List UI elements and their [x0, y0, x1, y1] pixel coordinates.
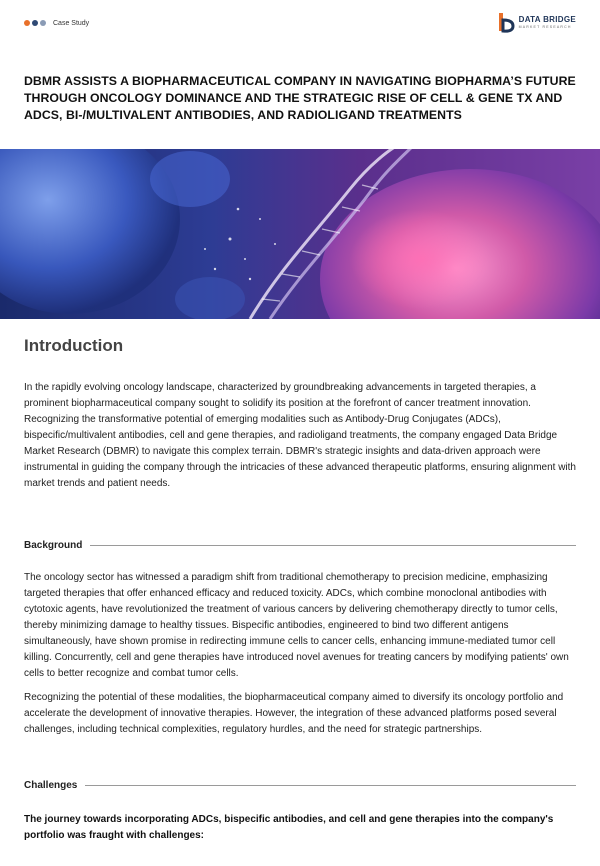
- hero-illustration: [0, 149, 600, 319]
- challenges-heading: Challenges: [24, 780, 78, 791]
- logo-icon: [497, 12, 515, 34]
- logo-name: DATA BRIDGE: [518, 15, 576, 25]
- case-study-label: Case Study: [53, 19, 90, 27]
- background-section-header: [24, 540, 576, 551]
- divider: [90, 545, 576, 546]
- background-heading: Background: [24, 540, 83, 551]
- company-logo: [497, 12, 576, 34]
- page-title: DBMR ASSISTS A BIOPHARMACEUTICAL COMPANY IN NAVIGATING BIOPHARMA’S FUTURE THROUGH ONCOLOGY DOMINANCE AND THE STRATEGIC RISE OF CELL & GENE TX AND ADCS, BI-/MULTIVALENT ANTIBODIES, AND RADIOLIGAND TREATMENTS: [24, 74, 576, 122]
- challenges-lead-paragraph: The journey towards incorporating ADCs, bispecific antibodies, and cell and gene therapies into the company's portfolio was fraught with challenges:: [24, 814, 554, 841]
- case-study-tag: [24, 16, 89, 30]
- navy-dot: [32, 20, 38, 26]
- introduction-paragraph: In the rapidly evolving oncology landscape, characterized by groundbreaking advancements in targeted therapies, a prominent biopharmaceutical company sought to solidify its position at the forefront of cancer treatment innovation. Recognizing the transformative potential of emerging modalities such as Antibody-Drug Conjugates (ADCs), bispecific/multivalent antibodies, cell and gene therapies, and radioligand treatments, the company engaged Data Bridge Market Research (DBMR) to navigate this complex terrain. DBMR's strategic insights and data-driven approach were instrumental in guiding the company through the intricacies of these advanced therapeutic platforms, ensuring alignment with market trends and patient needs.: [24, 382, 576, 489]
- challenges-section-header: [24, 780, 576, 791]
- divider: [85, 785, 576, 786]
- introduction-heading: Introduction: [24, 336, 124, 355]
- background-paragraph-2: Recognizing the potential of these modalities, the biopharmaceutical company aimed to diversify its oncology portfolio and accelerate the development of innovative therapies. However, the integration of these advanced platforms posed several challenges, including technical complexities, regulatory hurdles, and the need for strategic partnerships.: [24, 692, 564, 735]
- logo-subtitle: MARKET RESEARCH: [518, 25, 572, 30]
- orange-dot: [24, 20, 30, 26]
- hero-image: [0, 149, 600, 319]
- background-paragraph-1: The oncology sector has witnessed a paradigm shift from traditional chemotherapy to precision medicine, emphasizing targeted therapies that offer enhanced efficacy and reduced toxicity. ADCs, which combine monoclonal antibodies with cytotoxic agents, have revolutionized the treatment of various cancers by delivering chemotherapy directly to tumor cells, thereby minimizing damage to healthy tissues. Bispecific antibodies, engineered to bind two different antigens simultaneously, have shown promise in redirecting immune cells to cancer cells, enhancing immune-mediated tumor cell killing. Concurrently, cell and gene therapies have introduced novel avenues for treating cancers by modifying patients' own cells to better recognize and combat tumor cells.: [24, 572, 569, 679]
- grey-dot: [40, 20, 46, 26]
